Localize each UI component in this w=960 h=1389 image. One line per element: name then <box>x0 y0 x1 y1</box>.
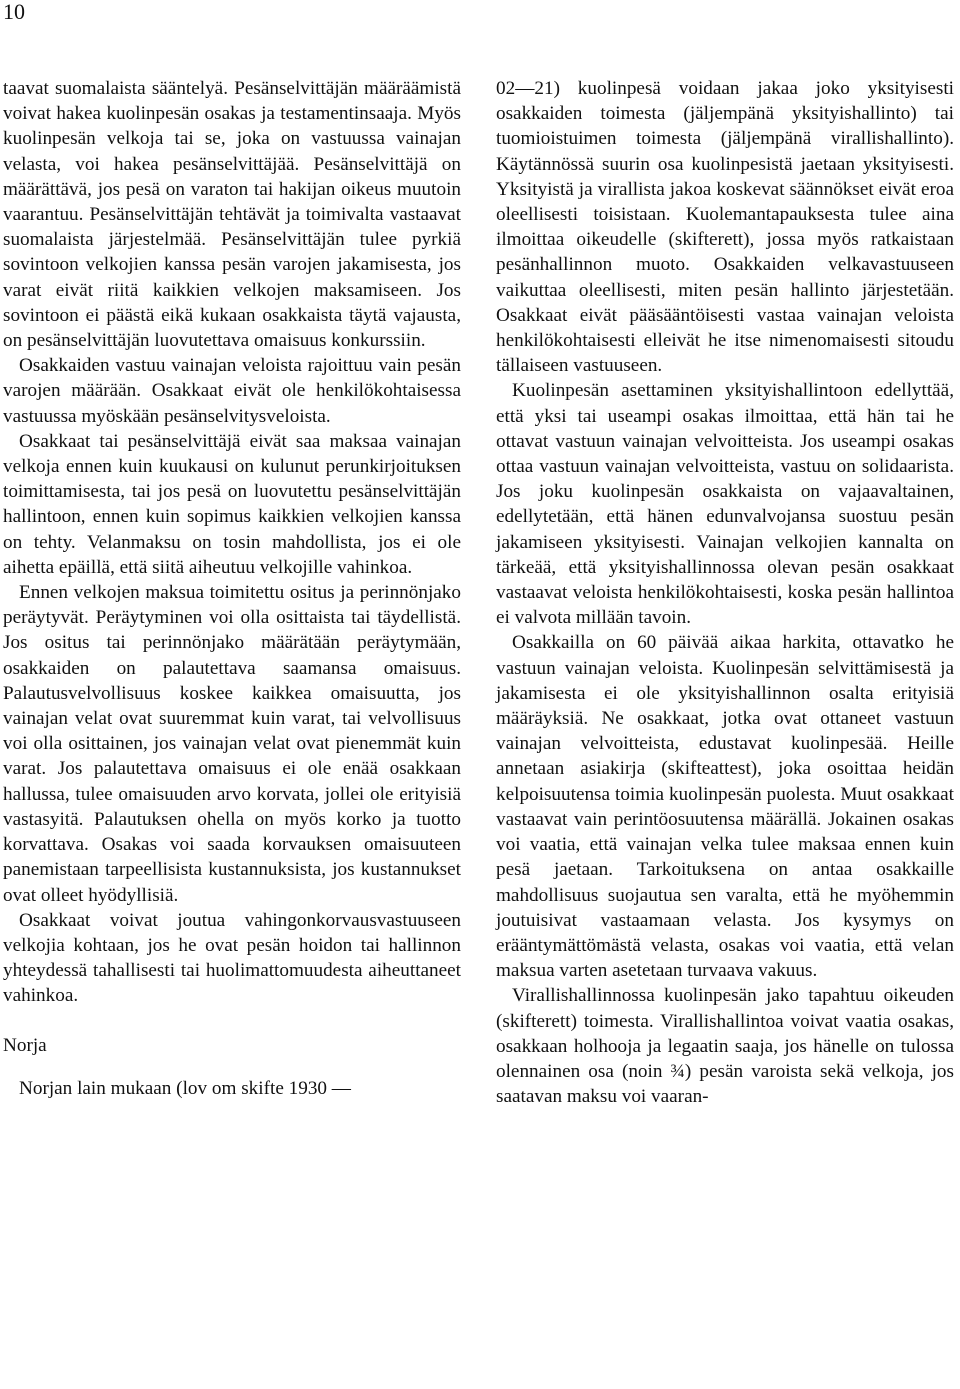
page-number: 10 <box>3 0 25 24</box>
right-paragraph-2: Kuolinpesän asettaminen yksityishallintoon edellyttää, että yksi tai useampi osakas ilmoittaa, että hän tai he ottavat vastuun vainajan velvoitteista. Jos useampi osakas ottaa vastuun vainajan velvoitteista, vastuu on solidaarista. Jos joku kuolinpesän osakkaista on vajaavaltainen, edellytetään, että hänen edunvalvojansa suostuu pesän jakamiseen yksityisesti. Vainajan velkojien kannalta on tärkeää, että yksityishallinnossa olevan pesän osakkaat vastaavat veloista henkilökohtaisesti, koska pesän hallintoa ei valvota millään tavoin. <box>496 380 954 629</box>
right-paragraph-1: 02—21) kuolinpesä voidaan jakaa joko yksityisesti osakkaiden toimesta (jäljempänä yksityishallinto) tai tuomioistuimen toimesta (jäljempänä virallishallinto). Käytännössä suurin osa kuolinpesistä jaetaan yksityisesti. Yksityistä ja virallista jakoa koskevat säännökset eivät eroa oleellisesti toisistaan. Kuolemantapauksesta tulee aina ilmoittaa oikeudelle (skifterett), jossa myös ratkaistaan pesänhallinnon muoto. Osakkaiden velkavastuuseen vaikuttaa oleellisesti, miten pesän hallinto järjestetään. Osakkaat eivät pääsääntöisesti vastaa vainajan veloista henkilökohtaisesti elleivät he itse nimenomaisesti sitoudu tällaiseen vastuuseen. <box>496 78 954 377</box>
left-paragraph-norja-intro: Norjan lain mukaan (lov om skifte 1930 — <box>19 1077 351 1099</box>
left-paragraph-5: Osakkaat voivat joutua vahingonkorvausvastuuseen velkojia kohtaan, jos he ovat pesän hoidon tai hallinnon yhteydessä tahallisesti tai huolimattomuudesta aiheuttaneet vahinkoa. <box>3 909 461 1007</box>
right-column <box>496 76 954 1109</box>
right-paragraph-4: Virallishallinnossa kuolinpesän jako tapahtuu oikeuden (skifterett) toimesta. Virallishallintoa voivat vaatia osakas, osakkaan holhooja ja legaatin saaja, jos hänelle on tulossa olennainen osa (noin ¾) pesän varoista sekä velkoja, jos saatavan maksu voi vaaran- <box>496 985 954 1108</box>
left-paragraph-2: Osakkaiden vastuu vainajan veloista rajoittuu vain pesän varojen määrään. Osakkaat eivät ole henkilökohtaisessa vastuussa myöskään pesänselvitysveloista. <box>3 355 461 427</box>
left-column <box>3 76 461 1101</box>
left-paragraph-4: Ennen velkojen maksua toimitettu ositus ja perinnönjako peräytyvät. Peräytyminen voi olla osittaista tai täydellistä. Jos ositus tai perinnönjako määrätään peräytymään, osakkaiden on palautettava saamansa omaisuus. Palautusvelvollisuus koskee kaikkea omaisuutta, jos vainajan velat ovat suuremmat kuin varat, tai velvollisuus voi olla osittainen, jos vainajan velat ovat pienemmät kuin varat. Jos palautettava omaisuus ei ole enää osakkaan hallussa, tulee omaisuuden arvo korvata, jollei ole erityisiä vastasyitä. Palautuksen ohella on myös korko ja tuotto korvattava. Osakas voi saada korvauksen omaisuuteen panemistaan tarpeellisista kustannuksista, jos kustannukset ovat olleet hyödyllisiä. <box>3 582 461 906</box>
right-paragraph-3: Osakkailla on 60 päivää aikaa harkita, ottavatko he vastuun vainajan veloista. Kuolinpesän selvittämisestä ja jakamisesta ei ole yksityishallinnon osalta erityisiä määräyksiä. Ne osakkaat, jotka ovat ottaneet vastuun vainajan velvoitteista, edustavat kuolinpesää. Heille annetaan asiakirja (skifteattest), joka osoittaa heidän kelpoisuutensa toimia kuolinpesän puolesta. Muut osakkaat vastaavat vain perintöosuutensa määrällä. Jokainen osakas voi vaatia, että vainajan velka tulee maksaa ennen kuin pesä jaetaan. Tarkoituksena on antaa osakkaille mahdollisuus suojautua sen varalta, että he myöhemmin joutuisivat vastaamaan velasta. Jos kysymys on erääntymättömästä velasta, osakas voi vaatia, että velan maksua varten asetetaan turvaava vakuus. <box>496 632 954 982</box>
left-paragraph-1: taavat suomalaista sääntelyä. Pesänselvittäjän määräämistä voivat hakea kuolinpesän osakas ja testamentinsaaja. Myös kuolinpesän velkoja tai se, joka on vastuussa vainajan velasta, voi hakea pesänselvittäjää. Pesänselvittäjä on määrättävä, jos pesä on varaton tai hakijan oikeus muutoin vaarantuu. Pesänselvittäjän tehtävät ja toimivalta vastaavat suomalaista järjestelmää. Pesänselvittäjän tulee pyrkiä sovintoon velkojien kanssa pesän varojen jakamisesta, jos varat eivät riitä kaikkien velkojen maksamiseen. Jos sovintoon ei päästä eikä kukaan osakkaista täytä vajausta, on pesänselvittäjän luovutettava omaisuus konkurssiin. <box>3 78 461 352</box>
left-paragraph-3: Osakkaat tai pesänselvittäjä eivät saa maksaa vainajan velkoja ennen kuin kuukausi on kulunut perunkirjoituksen toimittamisesta, tai jos pesä on luovutettu pesänselvittäjän hallintoon, ennen kuin sopimus kaikkien velkojien kanssa on tehty. Velanmaksu on tosin mahdollista, jos ei ole aihetta epäillä, että siitä aiheutuu velkojille vahinkoa. <box>3 430 461 578</box>
section-heading-norja: Norja <box>3 1034 47 1056</box>
